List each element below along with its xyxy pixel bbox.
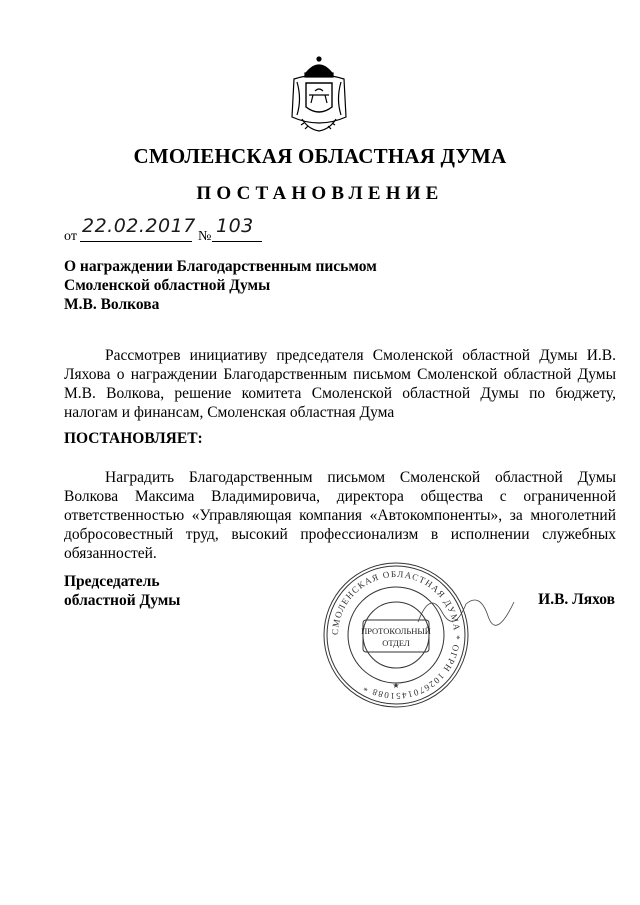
stamp-star-icon: ★ xyxy=(392,681,400,690)
position-line: областной Думы xyxy=(64,592,181,609)
date-underline xyxy=(80,241,192,242)
decree-word: ПОСТАНОВЛЯЕТ: xyxy=(64,430,203,447)
handwritten-signature xyxy=(410,582,530,632)
stamp-ring-text: СМОЛЕНСКАЯ ОБЛАСТНАЯ ДУМА * ОГРН 1026701451088 * xyxy=(329,568,463,702)
signatory-position xyxy=(64,572,180,610)
organization-name: СМОЛЕНСКАЯ ОБЛАСТНАЯ ДУМА xyxy=(133,144,507,168)
number-prefix: № xyxy=(198,229,212,244)
document-type: ПОСТАНОВЛЕНИЕ xyxy=(196,183,444,204)
stamp-center-text: ПРОТОКОЛЬНЫЙ xyxy=(361,626,431,636)
signatory-name: И.В. Ляхов xyxy=(538,591,615,608)
coat-of-arms-emblem xyxy=(288,55,350,135)
number-underline xyxy=(212,241,262,242)
subject-line: О награждении Благодарственным письмом xyxy=(64,258,377,275)
date-prefix: от xyxy=(64,229,77,244)
subject-line: М.В. Волкова xyxy=(64,296,160,313)
subject-line: Смоленской областной Думы xyxy=(64,277,271,294)
handwritten-number: 103 xyxy=(216,215,254,237)
preamble-paragraph: Рассмотрев инициативу председателя Смоленской областной Думы И.В. Ляхова о награждении Благодарственным письмом Смоленской областной Думы М.В. Волкова, решение комитета Смоленской областной Думы по бюджету, налогам и финансам, Смоленская областная Дума xyxy=(64,347,616,421)
handwritten-date: 22.02.2017 xyxy=(82,215,196,237)
stamp-center-text: ОТДЕЛ xyxy=(382,638,410,648)
document-subject xyxy=(64,257,377,314)
position-line: Председатель xyxy=(64,573,160,590)
decision-paragraph: Наградить Благодарственным письмом Смоленской областной Думы Волкова Максима Владимировича, директора общества с ограниченной ответственностью «Управляющая компания «Автокомпоненты», за многолетний добросовестный труд, высокий профессионализм в исполнении служебных обязанностей. xyxy=(64,469,616,562)
